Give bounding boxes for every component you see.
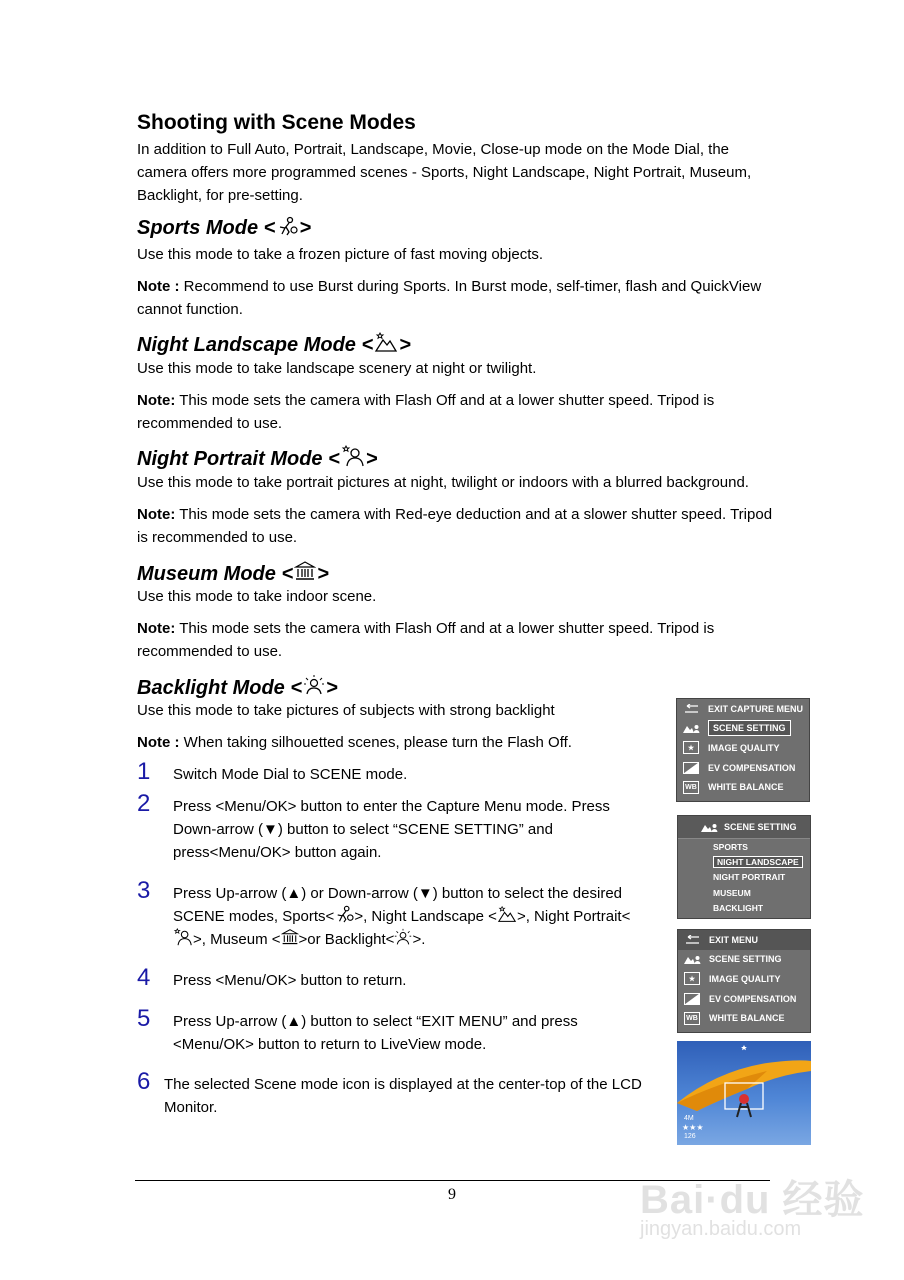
ev-icon (680, 761, 702, 775)
step-6-text: The selected Scene mode icon is displayed at the center-top of the LCD Monitor. (164, 1076, 642, 1116)
step-2-number: 2 (137, 790, 151, 817)
night-portrait-note: Note: This mode sets the camera with Red-eye deduction and at a slower shutter speed. Tripod is recommended to use. (137, 506, 773, 546)
museum-icon (294, 560, 316, 582)
menu-item-image-quality: ★ IMAGE QUALITY (677, 738, 809, 758)
star-icon: ★ (680, 741, 702, 755)
backlight-icon (303, 674, 325, 696)
night-landscape-icon (497, 905, 517, 923)
intro-paragraph: In addition to Full Auto, Portrait, Landscape, Movie, Close-up mode on the Mode Dial, the camera offers more programmed scenes - Sports, Night Landscape, Night Portrait, Museum, Backlight, for pre-setting. (137, 141, 752, 204)
star-icon: ★ (681, 972, 703, 986)
baidu-watermark-url: jingyan.baidu.com (640, 1218, 802, 1240)
back-arrow-icon (680, 702, 702, 716)
menu-item-white-balance: WB WHITE BALANCE (678, 1008, 810, 1028)
baidu-watermark: Bai·du 经验 (640, 1178, 865, 1222)
step-5-number: 5 (137, 1005, 151, 1032)
scene-option-sports: SPORTS (713, 841, 748, 852)
museum-heading: Museum Mode < > (137, 560, 329, 586)
exit-menu-screen (677, 929, 811, 1033)
menu-item-scene-setting: SCENE SETTING (678, 950, 810, 970)
image-size-label: 4M (684, 1115, 694, 1122)
museum-note: Note: This mode sets the camera with Flash Off and at a lower shutter speed. Tripod is recommended to use. (137, 620, 715, 660)
step-5-text: Press Up-arrow (▲) button to select “EXIT MENU” and press <Menu/OK> button to return to LiveView mode. (173, 1013, 578, 1053)
sports-note: Note : Recommend to use Burst during Sports. In Burst mode, self-timer, flash and QuickView cannot function. (137, 278, 762, 318)
sports-icon (334, 905, 354, 923)
menu-item-white-balance: WB WHITE BALANCE (677, 777, 809, 797)
white-balance-icon: WB (681, 1011, 703, 1025)
lcd-preview-photo (677, 1041, 811, 1145)
night-portrait-icon (173, 928, 193, 946)
menu-item-exit-capture: EXIT CAPTURE MENU (677, 699, 809, 719)
scene-icon (700, 821, 718, 833)
shots-remaining: 126 (684, 1133, 696, 1140)
night-landscape-note: Note: This mode sets the camera with Flash Off and at a lower shutter speed. Tripod is recommended to use. (137, 392, 715, 432)
step-6-number: 6 (137, 1068, 151, 1095)
ev-icon (681, 992, 703, 1006)
step-1-number: 1 (137, 758, 151, 785)
menu-item-exit: EXIT MENU (678, 930, 810, 950)
scene-option-night-landscape: NIGHT LANDSCAPE (678, 854, 810, 869)
scene-option-backlight: BACKLIGHT (713, 902, 764, 913)
step-4-number: 4 (137, 964, 151, 991)
sports-icon (276, 216, 298, 236)
night-portrait-icon (341, 445, 365, 467)
page-title: Shooting with Scene Modes (137, 111, 416, 134)
backlight-text: Use this mode to take pictures of subjects with strong backlight (137, 702, 555, 719)
step-2-text: Press <Menu/OK> button to enter the Capture Menu mode. Press Down-arrow (▼) button to select “SCENE SETTING” and press<Menu/OK> button again. (173, 798, 610, 861)
scene-setting-header: SCENE SETTING (678, 816, 810, 839)
step-1-text: Switch Mode Dial to SCENE mode. (173, 766, 408, 783)
backlight-heading: Backlight Mode < > (137, 674, 338, 700)
backlight-note: Note : When taking silhouetted scenes, please turn the Flash Off. (137, 734, 572, 751)
menu-item-ev-compensation: EV COMPENSATION (677, 758, 809, 778)
backlight-icon (394, 928, 412, 946)
quality-stars: ★★★ (682, 1123, 704, 1132)
capture-menu-screen (676, 698, 810, 802)
scene-icon (681, 952, 703, 966)
back-arrow-icon (681, 933, 703, 947)
scene-option-night-portrait: NIGHT PORTRAIT (713, 872, 786, 883)
white-balance-icon: WB (680, 780, 702, 794)
museum-icon (281, 928, 299, 946)
night-landscape-text: Use this mode to take landscape scenery at night or twilight. (137, 360, 537, 377)
menu-item-scene-setting: SCENE SETTING (677, 719, 809, 739)
night-landscape-heading: Night Landscape Mode < > (137, 331, 411, 357)
night-portrait-text: Use this mode to take portrait pictures at night, twilight or indoors with a blurred background. (137, 474, 749, 491)
night-portrait-heading: Night Portrait Mode < > (137, 445, 377, 471)
step-4-text: Press <Menu/OK> button to return. (173, 972, 407, 989)
step-3-number: 3 (137, 877, 151, 904)
sports-heading: Sports Mode < > (137, 217, 312, 239)
scene-option-museum: MUSEUM (713, 887, 751, 898)
menu-item-image-quality: ★ IMAGE QUALITY (678, 969, 810, 989)
scene-icon (680, 721, 702, 735)
museum-text: Use this mode to take indoor scene. (137, 588, 377, 605)
night-landscape-icon (374, 331, 398, 353)
sports-text: Use this mode to take a frozen picture of fast moving objects. (137, 246, 544, 263)
menu-item-ev-compensation: EV COMPENSATION (678, 989, 810, 1009)
scene-setting-screen (677, 815, 811, 919)
step-3-text: Press Up-arrow (▲) or Down-arrow (▼) button to select the desired SCENE modes, Sports< >, Night Landscape < >, Night Portrait<>, Museum < >or Backlight< >. (173, 885, 631, 948)
page-number: 9 (448, 1186, 456, 1203)
